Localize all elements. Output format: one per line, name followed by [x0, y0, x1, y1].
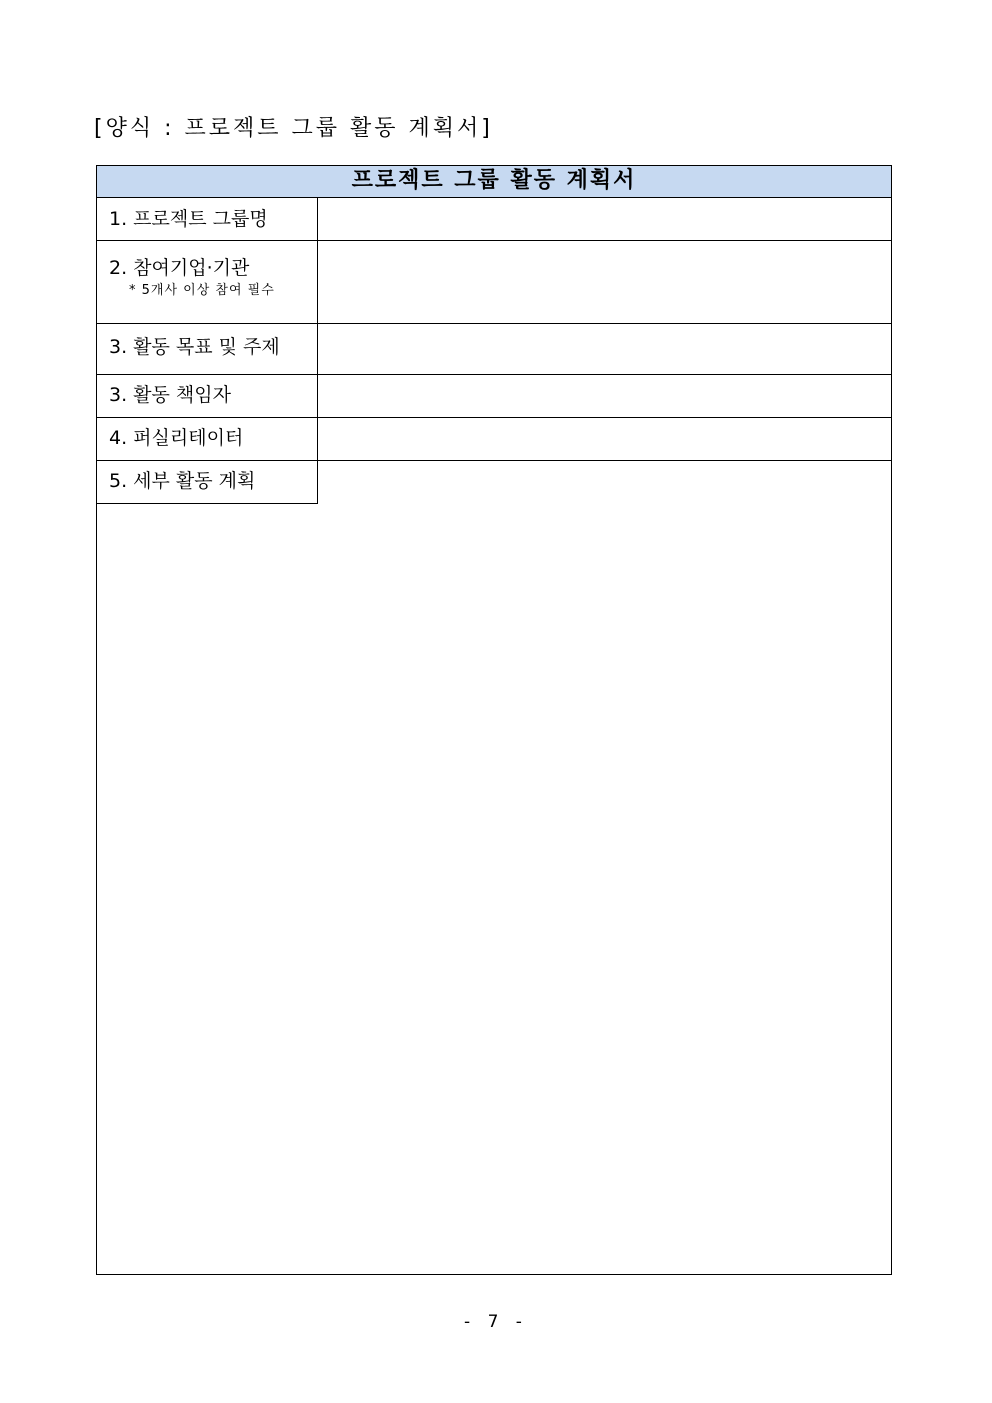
form-header: 프로젝트 그룹 활동 계획서 [97, 166, 891, 198]
row-project-group-name [97, 198, 891, 241]
document-title: [양식 : 프로젝트 그룹 활동 계획서] [94, 116, 493, 141]
project-group-name-field[interactable] [318, 198, 891, 240]
row-label [97, 241, 318, 323]
activity-manager-field[interactable] [318, 375, 891, 417]
row-label [97, 324, 318, 374]
label-note: * 5개사 이상 참여 필수 [129, 283, 275, 298]
activity-plan-form [96, 165, 892, 1275]
label-text: 1. 프로젝트 그룹명 [109, 208, 268, 230]
participating-companies-field[interactable] [318, 241, 891, 323]
detailed-plan-field[interactable] [318, 461, 891, 1274]
row-label [97, 198, 318, 240]
row-facilitator [97, 418, 891, 461]
label-text: 2. 참여기업·기관 [109, 257, 250, 279]
row-activity-goal [97, 324, 891, 375]
row-label-detailed-plan: 5. 세부 활동 계획 [97, 461, 318, 504]
row-participating-companies [97, 241, 891, 324]
row-label [97, 418, 318, 460]
label-text: 3. 활동 책임자 [109, 384, 231, 406]
row-label [97, 375, 318, 417]
label-text: 3. 활동 목표 및 주제 [109, 336, 280, 358]
facilitator-field[interactable] [318, 418, 891, 460]
label-text: 4. 퍼실리테이터 [109, 427, 244, 449]
page-number: - 7 - [464, 1312, 528, 1332]
activity-goal-field[interactable] [318, 324, 891, 374]
row-activity-manager [97, 375, 891, 418]
